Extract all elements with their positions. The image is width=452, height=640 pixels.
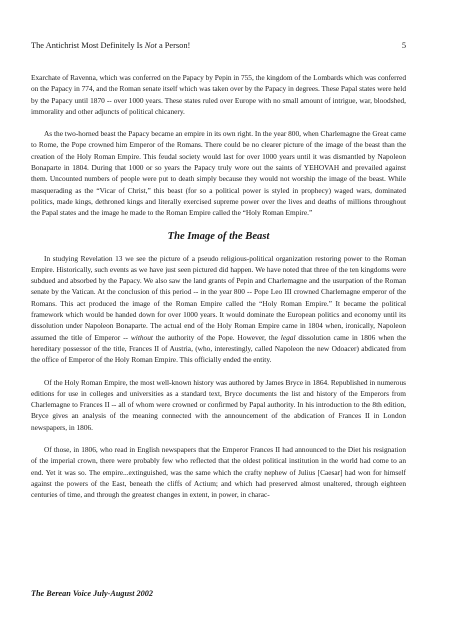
- body-paragraph: Of the Holy Roman Empire, the most well-known history was authored by James Bryce in 1864. Republished in numerous editions for use in colleges and universities as a standard text, Bryce documents the list and history of the Emperors from Charlemagne to Frances II -- all of whom were crowned or confirmed by Papal authority. In his introduction to the 8th edition, Bryce gives an analysis of the meaning connected with the announcement of the abdication of Frances II in London newspapers, in 1806.: [31, 377, 406, 432]
- paragraph-text: In studying Revelation 13 we see the picture of a pseudo religious-political organization restoring power to the Roman Empire. Historically, such events as we have just seen pictured did happen. We have noted that three of the ten kingdoms were subdued and absorbed by the Papacy. We also saw the land grants of Pepin and Charlemagne and the usurpation of the Roman senate by the Vatican. At the conclusion of this period -- in the year 800 -- Pope Leo III crowned Charlemagne emperor of the Romans. This act produced the image of the Roman Empire called the “Holy Roman Empire.” It became the political framework which would be handed down for over 1000 years. It would dominate the European politics and economy until its dissolution under Napoleon Bonaparte. The actual end of the Holy Roman Empire came in 1804 when, ironically, Napoleon assumed the title of Emperor --: [31, 253, 406, 342]
- emphasis-legal: legal: [280, 332, 296, 342]
- body-paragraph: Exarchate of Ravenna, which was conferred on the Papacy by Pepin in 755, the kingdom of the Lombards which was conferred on the Papacy in 774, and the Roman senate itself which was taken over by the Papacy in degrees. These Papal states were held by the Papacy until 1870 -- over 1000 years. These states ruled over Europe with no small amount of intrigue, war, bloodshed, immorality and other adjuncts of political chicanery.: [31, 73, 406, 116]
- running-title: [31, 40, 190, 51]
- running-title-post: a Person!: [156, 41, 191, 50]
- running-header: [31, 40, 406, 51]
- paragraph-text: the authority of the Pope. However, the: [152, 332, 281, 342]
- page-number: 5: [401, 41, 406, 50]
- emphasis-without: without: [130, 332, 153, 342]
- publication-footer: The Berean Voice July-August 2002: [31, 589, 153, 598]
- running-title-pre: The Antichrist Most Definitely Is: [31, 41, 145, 50]
- body-paragraph: [31, 253, 406, 366]
- article-body: [31, 72, 406, 512]
- body-paragraph: Of those, in 1806, who read in English newspapers that the Emperor Frances II had announced to the Diet his resignation of the imperial crown, there were probably few who reflected that the oldest political institution in the world had come to an end. Yet it was so. The empire...extinguished, was the same which the crafty nephew of Julius [Caesar] had won for himself against the powers of the East, beneath the cliffs of Actium; and which had preserved almost unaltered, through eighteen centuries of time, and through the greatest changes in extent, in power, in charac-: [31, 445, 406, 500]
- paragraph-text: dissolution came in 1806 when the hereditary possessor of the title, Frances II of Austria, (who, interestingly, called Napoleon the new Odoacer) abdicated from the office of Emperor of the Holy Roman Empire. This officially ended the entity.: [31, 332, 406, 365]
- body-paragraph: As the two-horned beast the Papacy became an empire in its own right. In the year 800, when Charlemagne the Great came to Rome, the Pope crowned him Emperor of the Romans. There could be no clearer picture of the image of the beast than the creation of the Holy Roman Empire. This feudal society would last for over 1000 years until it was dismantled by Napoleon Bonaparte in 1804. During that 1000 or so years the Papacy truly wore out the saints of YEHOVAH and prevailed against them. Uncounted numbers of people were put to death simply because they would not worship the image of the beast. While masquerading as the “Vicar of Christ,” this beast (for so a political power is styled in prophecy) waged wars, dominated politics, made kings, dethroned kings and literally exercised supreme power over the lives and deaths of millions throughout the Papal states and the image he made to the Roman Empire called the “Holy Roman Empire.”: [31, 129, 406, 218]
- running-title-emphasis: Not: [144, 41, 157, 50]
- section-heading: The Image of the Beast: [167, 230, 270, 242]
